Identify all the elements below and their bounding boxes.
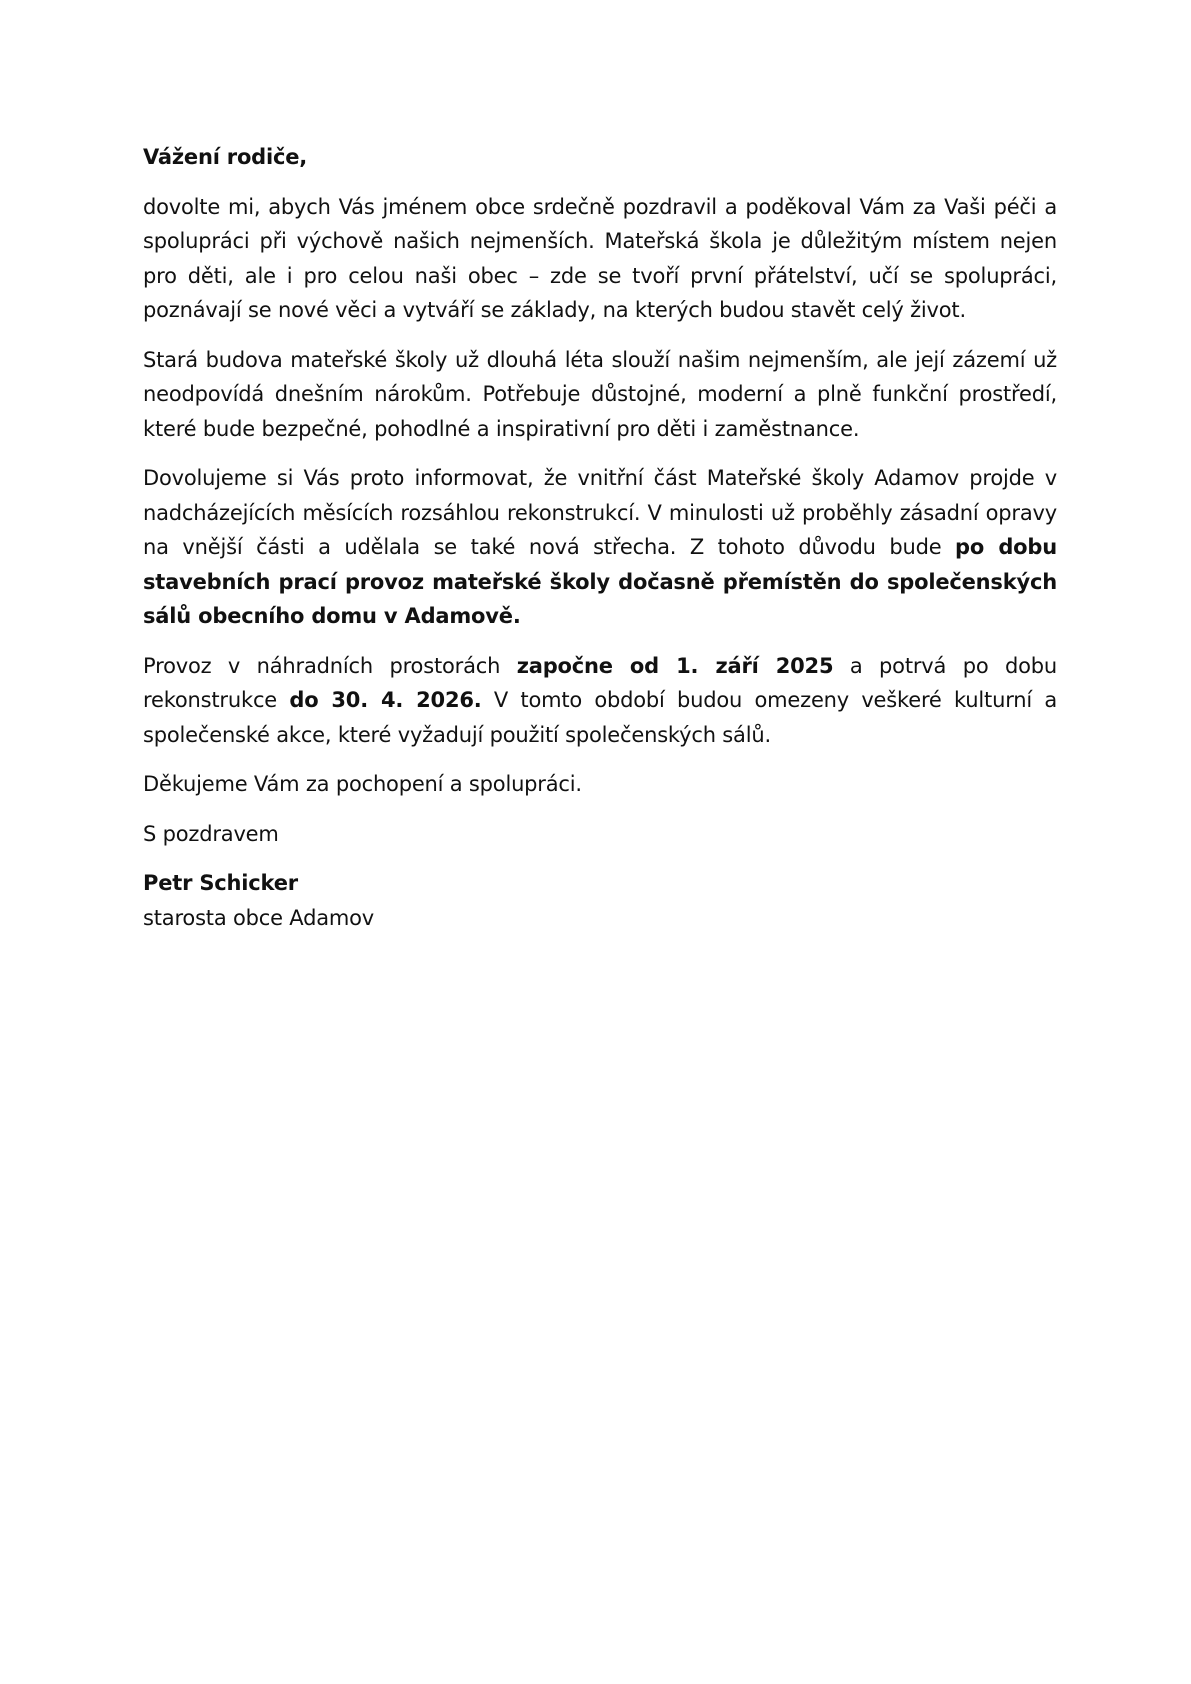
closing-line: S pozdravem	[143, 821, 279, 846]
schedule-text-b: a potrvá po dobu rekonstrukce	[143, 653, 1057, 712]
greeting: Vážení rodiče,	[143, 145, 308, 169]
start-date: započne od 1. září 2025	[516, 653, 834, 678]
schedule-text-c: V tomto období budou omezeny veškeré kulturní a společenské akce, které vyžadují použití společenských sálů.	[143, 688, 1058, 747]
signature-role: starosta obce Adamov	[143, 905, 375, 930]
paragraph-intro: dovolte mi, abych Vás jménem obce srdečně pozdravil a poděkoval Vám za Vaši péči a spolupráci při výchově našich nejmenších. Mateřská škola je důležitým místem nejen pro děti, ale i pro celou naši obec – zde se tvoří první přátelství, učí se spolupráci, poznávají se nové věci a vytváří se základy, na kterých budou stavět celý život.	[143, 194, 1057, 322]
paragraph-schedule	[143, 649, 1057, 753]
paragraph-building: Stará budova mateřské školy už dlouhá léta slouží našim nejmenším, ale její zázemí už neodpovídá dnešním nárokům. Potřebuje důstojné, moderní a plně funkční prostředí, které bude bezpečné, pohodlné a inspirativní pro děti i zaměstnance.	[143, 347, 1057, 441]
paragraph-reconstruction	[143, 461, 1057, 634]
end-date: do 30. 4. 2026.	[289, 688, 482, 712]
signature-name: Petr Schicker	[143, 871, 298, 895]
letter-body	[143, 140, 1057, 950]
relocation-notice: po dobu stavebních prací provoz mateřské školy dočasně přemístěn do společenských sálů obecního domu v Adamově.	[143, 535, 1057, 628]
reconstruction-text: Dovolujeme si Vás proto informovat, že vnitřní část Mateřské školy Adamov projde v nadcházejících měsících rozsáhlou rekonstrukcí. V minulosti už proběhly zásadní opravy na vnější části a udělala se také nová střecha. Z tohoto důvodu bude	[143, 466, 1057, 559]
schedule-text-a: Provoz v náhradních prostorách	[143, 653, 517, 678]
thanks-line: Děkujeme Vám za pochopení a spolupráci.	[143, 772, 582, 796]
